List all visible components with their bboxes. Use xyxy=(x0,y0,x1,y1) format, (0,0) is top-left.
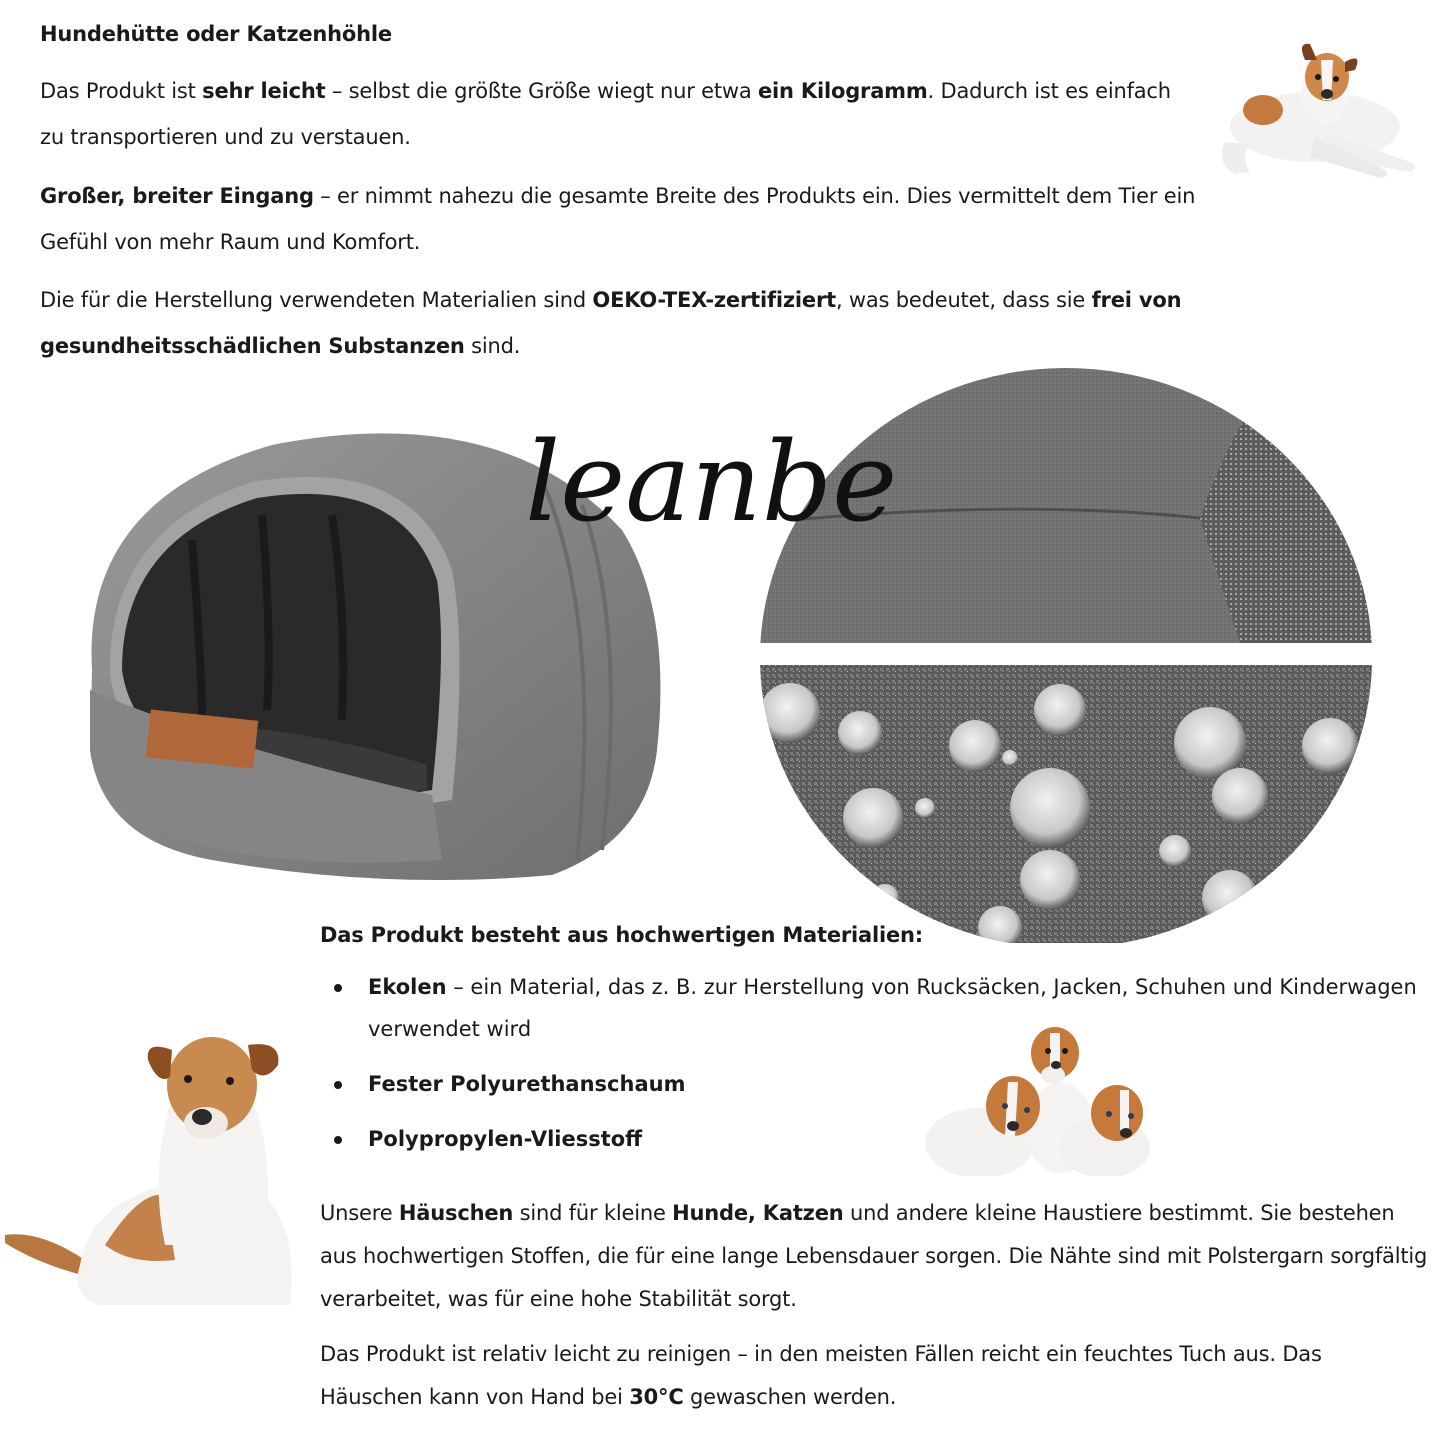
brand-logo xyxy=(515,420,975,545)
bold-text: ein Kilogramm xyxy=(758,79,928,103)
bold-text: Ekolen xyxy=(368,975,447,999)
dog-sitting-image xyxy=(0,1015,305,1315)
bold-text: frei von gesundheitsschädlichen Substanzen xyxy=(40,288,1182,358)
list-item xyxy=(320,1063,1440,1105)
paragraph-oekotex xyxy=(40,277,1240,369)
text: . Dadurch ist es einfach zu transportieren und zu verstauen. xyxy=(40,79,1171,149)
text: – er nimmt nahezu die gesamte Breite des Produkts ein. Dies vermittelt dem Tier ein Gefühl von mehr Raum und Komfort. xyxy=(40,184,1196,254)
paragraph-weight xyxy=(40,68,1200,160)
bold-text: Häuschen xyxy=(398,1201,514,1225)
page-heading: Hundehütte oder Katzenhöhle xyxy=(40,22,392,46)
puppies-image xyxy=(905,1018,1170,1176)
bullet-icon xyxy=(334,1136,342,1144)
bold-text: 30°C xyxy=(629,1385,684,1409)
paragraph-usage xyxy=(320,1192,1430,1321)
text: und andere kleine Haustiere bestimmt. Sie bestehen aus hochwertigen Stoffen, die für eine lange Lebensdauer sorgen. Die Nähte sind mit Polstergarn sorgfältig verarbeitet, was für eine hohe Stabilität sorgt. xyxy=(320,1201,1428,1311)
bold-text: Hunde, Katzen xyxy=(672,1201,844,1225)
text: Unsere xyxy=(320,1201,399,1225)
materials-heading: Das Produkt besteht aus hochwertigen Materialien: xyxy=(320,923,923,947)
materials-list xyxy=(320,966,1440,1173)
list-item xyxy=(320,1118,1440,1160)
list-item xyxy=(320,966,1440,1050)
text: Das Produkt ist xyxy=(40,79,203,103)
text: – selbst die größte Größe wiegt nur etwa xyxy=(325,79,759,103)
text: sind für kleine xyxy=(513,1201,673,1225)
text: Die für die Herstellung verwendeten Materialien sind xyxy=(40,288,593,312)
bold-text: Großer, breiter Eingang xyxy=(40,184,314,208)
bold-text: OEKO-TEX-zertifiziert xyxy=(592,288,836,312)
bullet-icon xyxy=(334,1081,342,1089)
bold-text: Fester Polyurethanschaum xyxy=(368,1072,686,1096)
paragraph-cleaning xyxy=(320,1333,1380,1419)
brand-logo-text: leanbe xyxy=(525,420,898,545)
text: – ein Material, das z. B. zur Herstellung von Rucksäcken, Jacken, Schuhen und Kinderwagen verwendet wird xyxy=(368,975,1417,1041)
bullet-icon xyxy=(334,984,342,992)
bold-text: sehr leicht xyxy=(202,79,326,103)
text: Das Produkt ist relativ leicht zu reinigen – in den meisten Fällen reicht ein feuchtes Tuch aus. Das Häuschen kann von Hand bei xyxy=(320,1342,1322,1409)
text: gewaschen werden. xyxy=(683,1385,897,1409)
water-drops-image xyxy=(760,665,1372,943)
paragraph-entrance xyxy=(40,173,1220,265)
text: , was bedeutet, dass sie xyxy=(835,288,1092,312)
text: sind. xyxy=(464,334,521,358)
bold-text: Polypropylen-Vliesstoff xyxy=(368,1127,643,1151)
dog-lying-image xyxy=(1205,22,1430,182)
